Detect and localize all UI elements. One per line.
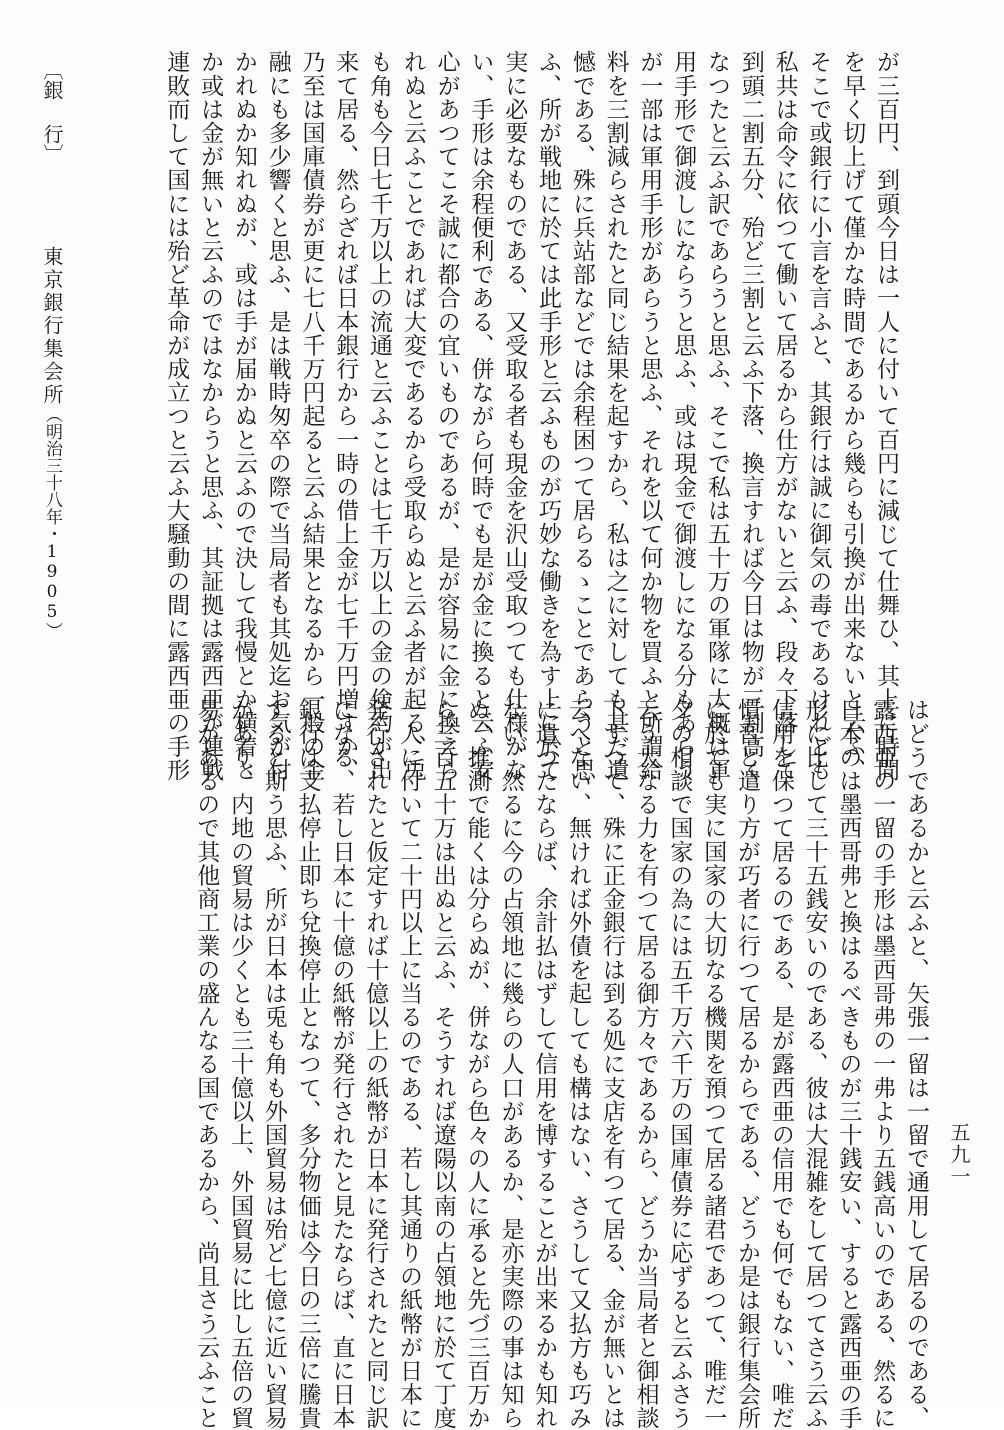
- upper-text-line: なつたと云ふ訳であらうと思ふ、そこで私は五十万の軍隊に大概は軍: [704, 50, 731, 782]
- lower-text-line: があり、内地の貿易は少くとも三十億以上、外国貿易に比し五倍の貿: [227, 698, 254, 1430]
- lower-text-line: になる、若し日本に十億の紙幣が発行されたと見たならば、直に日本: [328, 698, 355, 1430]
- upper-text-line: 来て居る、然らざれば日本銀行から一時の借上金が七千万円増すか、: [332, 50, 359, 782]
- upper-text-line: い、手形は余程便利である、併ながら何時でも是が金に換ると云ふ安: [467, 50, 494, 782]
- upper-text-line: 料を三割減らされたと同じ結果を起すから、私は之に対しても甚だ遺: [602, 50, 629, 782]
- upper-text-block: [158, 50, 902, 782]
- lower-text-line: ぬ、推測で能くは分らぬが、併ながら色々の人に承ると先づ三百万か: [463, 698, 490, 1430]
- lower-text-line: はどうであるかと云ふと、矢張一留は一留で通用して居るのである、: [903, 698, 929, 1430]
- lower-text-line: 下すつて、殊に正金銀行は到る処に支店を有つて居る、金が無いとは: [598, 698, 625, 1430]
- upper-text-line: 私共は命令に依つて働いて居るから仕方がないと云ふ、段々下落して: [771, 50, 798, 782]
- upper-text-line: 連敗而して国には殆ど革命が成立つと云ふ大騒動の間に露西亜の手形: [163, 50, 190, 782]
- upper-text-line: そこで或銀行に小言を言ふと、其銀行は誠に御気の毒であるけれども: [805, 50, 832, 782]
- upper-text-line: かれぬか知れぬが、或は手が届かぬと云ふので決して我慢とか横着と: [230, 50, 257, 782]
- upper-text-line: か或は金が無いと云ふのではなからうと思ふ、其証拠は露西亜が連戦: [197, 50, 224, 782]
- lower-text-line: 日本のは墨西哥弗と換はるべきものが三十銭安い、すると露西亜の手: [835, 698, 862, 1430]
- lower-text-line: に於ても実に国家の大切なる機関を預つて居る諸君であつて、唯だ一: [700, 698, 727, 1430]
- upper-text-line: 乃至は国庫債券が更に七八千万円起ると云ふ結果となるから一般の金: [298, 50, 325, 782]
- upper-text-line: ふ、所が戦地に於ては此手形と云ふものが巧妙な働きを為す上に於て: [535, 50, 562, 782]
- lower-text-line: 云へない、無ければ外債を起しても構はない、さうして又払方も巧み: [565, 698, 592, 1430]
- lower-text-line: 形に比して三十五銭安いのである、彼は大混雑をして居つてさう云ふ: [801, 698, 828, 1430]
- footer-organization: 東京銀行集会所: [40, 246, 64, 407]
- upper-text-line: が三百円、到頭今日は一人に付いて百円に減じて仕舞ひ、其上に時間: [873, 50, 899, 782]
- upper-text-line: が一部は軍用手形があらうと思ふ、それを以て何か物を買ふと所謂給: [636, 50, 663, 782]
- upper-text-line: 実に必要なものである、又受取る者も現金を沢山受取つても仕様がな: [501, 50, 528, 782]
- lower-text-block: [188, 698, 932, 1430]
- lower-text-line: 云う大なる力を有つて居る御方々であるから、どうか当局者と御相談: [632, 698, 659, 1430]
- upper-text-line: 用手形で御渡しにならうと思ふ、或は現金で御渡しになる分もあらう: [670, 50, 697, 782]
- lower-text-line: ら三百五十万は出ぬと云ふ、そうすれば遼陽以南の占領地に於て丁度: [429, 698, 456, 1430]
- lower-text-line: 易があるので其他商工業の盛んなる国であるから、尚且さう云ふこと: [193, 698, 220, 1430]
- footer-bank-label: 〔銀 行〕: [40, 60, 64, 164]
- upper-text-line: 融にも多少響くと思ふ、是は戦時匆卒の際で当局者も其処迄お気が付: [264, 50, 291, 782]
- upper-text-line: れぬと云ふことであれば大変であるから受取らぬと云ふ者が起る、兎: [399, 50, 426, 782]
- upper-text-line: 心があつてこそ誠に都合の宜いものであるが、是が容易に金に換えら: [433, 50, 460, 782]
- lower-text-line: に遣つたならば、余計払はずして信用を博することが出来るかも知れ: [531, 698, 558, 1430]
- lower-text-line: ない、然るに今の占領地に幾らの人口があるか、是亦実際の事は知ら: [497, 698, 524, 1430]
- lower-text-line: すると斯う思ふ、所が日本は兎も角も外国貿易は殆ど七億に近い貿易: [260, 698, 287, 1430]
- upper-text-line: 憾である、殊に兵站部などでは余程困つて居らるゝことであらうと思: [568, 50, 595, 782]
- lower-text-line: 慣習と遣り方が巧者に行つて居るからである、どうか是は銀行集会所: [734, 698, 761, 1430]
- upper-text-line: 到頭二割五分、殆ど三割と云ふ下落、換言すれば今日は物が三割高く: [737, 50, 764, 782]
- lower-text-line: 一人に付いて二十円以上に当るのである、若し其通りの紙幣が日本に: [396, 698, 423, 1430]
- lower-text-line: 夕の相談で国家の為には五千万六千万の国庫債券に応ずると云ふさう: [666, 698, 693, 1430]
- footer-era: （明治三十八年・1905）: [42, 406, 62, 639]
- lower-text-line: 露西亜の一留の手形は墨西哥弗の一弗より五銭高いのである、然るに: [869, 698, 896, 1430]
- upper-text-line: も角も今日七千万以上の流通と云ふことは七千万以上の金の倹約が出: [366, 50, 393, 782]
- lower-text-line: 信用を保つて居るのである、是が露西亜の信用でも何でもない、唯だ: [767, 698, 794, 1430]
- lower-text-line: 発行されたと仮定すれば十億以上の紙幣が日本に発行されたと同じ訳: [362, 698, 389, 1430]
- page-number: 五九一: [947, 1122, 971, 1188]
- upper-text-line: を早く切上げて僅かな時間であるから幾らも引換が出来ないと云ふ、: [839, 50, 866, 782]
- lower-text-line: 銀行は支払停止即ち兌換停止となつて、多分物価は今日の三倍に騰貴: [294, 698, 321, 1430]
